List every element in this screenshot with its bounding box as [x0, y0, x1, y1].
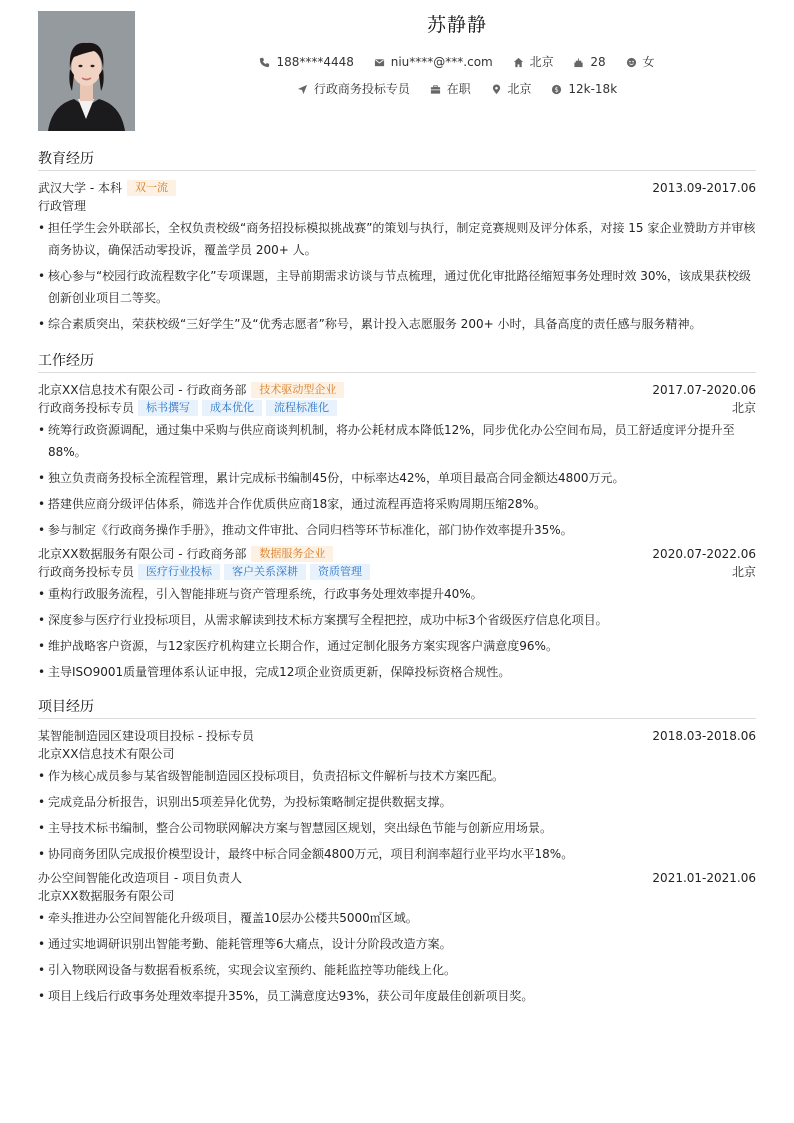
company-tag: 技术驱动型企业 [251, 382, 344, 398]
skill-tag: 资质管理 [310, 564, 370, 580]
job-city: 北京 [731, 565, 756, 579]
list-item: • 担任学生会外联部长，全权负责校级“商务招投标模拟挑战赛”的策划与执行，制定竞赛规则及评分体系，对接 15 家企业赞助方并审核商务协议，确保活动零投诉，覆盖学员 200+ 人。 [38, 217, 756, 261]
list-item: • 项目上线后行政事务处理效率提升35%，员工满意度达93%，获公司年度最佳创新项目奖。 [38, 985, 756, 1007]
skill-tag: 客户关系深耕 [224, 564, 306, 580]
work-title: 工作经历 [38, 352, 756, 373]
gender-icon [626, 57, 637, 68]
skill-tag: 标书撰写 [138, 400, 198, 416]
job-entry [38, 545, 756, 683]
project-company: 北京XX数据服务有限公司 [38, 889, 175, 903]
candidate-name: 苏静静 [426, 14, 487, 36]
job-bullets [38, 419, 756, 541]
project-bullets [38, 907, 756, 1007]
email-info: niu****@***.com [374, 55, 493, 69]
list-item: • 核心参与“校园行政流程数字化”专项课题，主导前期需求访谈与节点梳理，通过优化审批路径缩短事务处理时效 30%，该成果获校级创新创业项目二等奖。 [38, 265, 756, 309]
svg-text:$: $ [554, 85, 560, 94]
education-title: 教育经历 [38, 150, 756, 171]
mail-icon [374, 57, 385, 68]
list-item: • 通过实地调研识别出智能考勤、能耗管理等6大痛点，设计分阶段改造方案。 [38, 933, 756, 955]
job-date: 2020.07-2022.06 [652, 547, 756, 561]
briefcase-icon [430, 84, 441, 95]
skill-tag: 成本优化 [202, 400, 262, 416]
education-bullets [38, 217, 756, 335]
job-intent-row [38, 80, 794, 97]
project-entry [38, 869, 756, 1007]
list-item: • 引入物联网设备与数据看板系统，实现会议室预约、能耗监控等功能线上化。 [38, 959, 756, 981]
location-icon [491, 84, 502, 95]
residence-info: 北京 [513, 53, 554, 70]
company-tag: 数据服务企业 [251, 546, 333, 562]
company-name: 北京XX信息技术有限公司 - 行政商务部 [38, 383, 247, 397]
work-section [38, 352, 756, 687]
education-entry [38, 179, 756, 335]
salary-info: $ 12k-18k [551, 82, 617, 96]
job-bullets [38, 583, 756, 683]
school-name: 武汉大学 - 本科 [38, 181, 122, 195]
target-city-info: 北京 [491, 80, 532, 97]
salary-icon [551, 84, 562, 95]
list-item: • 牵头推进办公空间智能化升级项目，覆盖10层办公楼共5000㎡区域。 [38, 907, 756, 929]
school-tag: 双一流 [127, 180, 176, 196]
contact-info-row [38, 53, 794, 70]
skill-tag: 医疗行业投标 [138, 564, 220, 580]
major: 行政管理 [38, 199, 87, 213]
phone-info: 188****4448 [259, 55, 353, 69]
list-item: • 主导ISO9001质量管理体系认证申报，完成12项企业资质更新，保障投标资格合规性。 [38, 661, 756, 683]
education-date: 2013.09-2017.06 [652, 181, 756, 195]
send-icon [297, 84, 308, 95]
skill-tag: 流程标准化 [266, 400, 337, 416]
job-city: 北京 [731, 401, 756, 415]
age-info: 28 [573, 55, 605, 69]
job-position: 行政商务投标专员 [38, 565, 135, 579]
projects-title: 项目经历 [38, 698, 756, 719]
home-icon [513, 57, 524, 68]
list-item: • 综合素质突出，荣获校级“三好学生”及“优秀志愿者”称号，累计投入志愿服务 200+ 小时，具备高度的责任感与服务精神。 [38, 313, 756, 335]
project-date: 2021.01-2021.06 [652, 871, 756, 885]
job-date: 2017.07-2020.06 [652, 383, 756, 397]
list-item: • 参与制定《行政商务操作手册》，推动文件审批、合同归档等环节标准化，部门协作效率提升35%。 [38, 519, 756, 541]
cake-icon [573, 57, 584, 68]
list-item: • 统筹行政资源调配，通过集中采购与供应商谈判机制，将办公耗材成本降低12%，同步优化办公空间布局，员工舒适度评分提升至88%。 [38, 419, 756, 463]
list-item: • 搭建供应商分级评估体系，筛选并合作优质供应商18家，通过流程再造将采购周期压缩28%。 [38, 493, 756, 515]
phone-icon [259, 57, 270, 68]
list-item: • 重构行政服务流程，引入智能排班与资产管理系统，行政事务处理效率提升40%。 [38, 583, 756, 605]
project-date: 2018.03-2018.06 [652, 729, 756, 743]
list-item: • 完成竞品分析报告，识别出5项差异化优势，为投标策略制定提供数据支撑。 [38, 791, 756, 813]
project-bullets [38, 765, 756, 865]
project-company: 北京XX信息技术有限公司 [38, 747, 175, 761]
list-item: • 深度参与医疗行业投标项目，从需求解读到技术标方案撰写全程把控，成功中标3个省级医疗信息化项目。 [38, 609, 756, 631]
projects-section [38, 698, 756, 1011]
job-entry [38, 381, 756, 541]
project-name: 办公空间智能化改造项目 - 项目负责人 [38, 871, 242, 885]
list-item: • 作为核心成员参与某省级智能制造园区投标项目，负责招标文件解析与技术方案匹配。 [38, 765, 756, 787]
target-position-info: 行政商务投标专员 [297, 80, 410, 97]
education-section [38, 150, 756, 339]
list-item: • 主导技术标书编制，整合公司物联网解决方案与智慧园区规划，突出绿色节能与创新应用场景。 [38, 817, 756, 839]
list-item: • 维护战略客户资源，与12家医疗机构建立长期合作，通过定制化服务方案实现客户满意度96%。 [38, 635, 756, 657]
list-item: • 独立负责商务投标全流程管理，累计完成标书编制45份，中标率达42%，单项目最高合同金额达4800万元。 [38, 467, 756, 489]
job-status-info: 在职 [430, 80, 471, 97]
list-item: • 协同商务团队完成报价模型设计，最终中标合同金额4800万元，项目利润率超行业平均水平18%。 [38, 843, 756, 865]
job-position: 行政商务投标专员 [38, 401, 135, 415]
project-name: 某智能制造园区建设项目投标 - 投标专员 [38, 729, 254, 743]
gender-info: 女 [626, 53, 655, 70]
project-entry [38, 727, 756, 865]
company-name: 北京XX数据服务有限公司 - 行政商务部 [38, 547, 247, 561]
